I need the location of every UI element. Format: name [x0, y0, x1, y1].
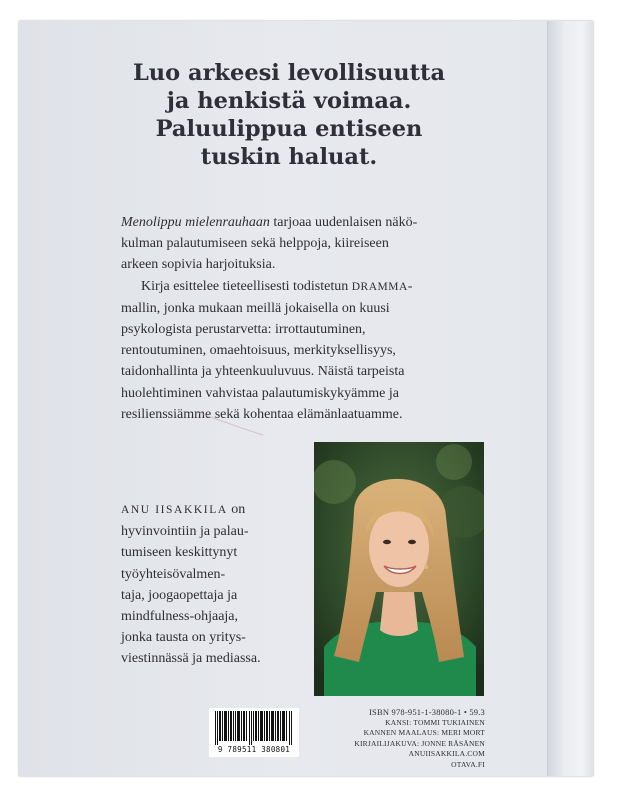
- blurb-line: mallin, jonka mukaan meillä jokaisella on kuusi: [121, 300, 390, 316]
- bio-line: [121, 499, 311, 521]
- book-back-cover: [19, 21, 593, 776]
- publisher-website: OTAVA.FI: [451, 759, 485, 769]
- bio-line: työyhteisövalmen-: [121, 566, 226, 582]
- blurb-text: -: [407, 278, 413, 294]
- bio-line: viestinnässä ja mediassa.: [121, 651, 261, 667]
- bio-text: on: [227, 502, 246, 517]
- bio-line: hyvinvointiin ja palau-: [121, 524, 249, 540]
- credits-block: [299, 707, 485, 771]
- author-bio: [121, 499, 311, 670]
- isbn-text: ISBN 978-951-1-38080-1 • 59.3: [369, 707, 485, 717]
- dramma-model-name: DRAMMA: [351, 280, 408, 293]
- credit-photo: KIRJAILIJAKUVA: JONNE RÄSÄNEN: [354, 738, 485, 748]
- blurb-line: [121, 212, 467, 233]
- blurb-line: psykologista perustarvetta: irrottautuminen,: [121, 322, 366, 338]
- headline: [59, 59, 519, 171]
- author-website: ANUIISAKKILA.COM: [408, 749, 485, 759]
- isbn-barcode: [209, 708, 299, 757]
- bio-line: taja, joogaopettaja ja: [121, 587, 238, 603]
- barcode-bars: [215, 711, 293, 745]
- barcode-digits: 9 789511 380801: [217, 745, 291, 754]
- blurb-line: kulman palautumiseen sekä helppoja, kiireiseen: [121, 236, 389, 252]
- blurb-line: huolehtiminen vahvistaa palautumiskykyämme ja: [121, 385, 399, 401]
- blurb-paragraph-1: [121, 212, 467, 276]
- bio-line: tumiseen keskittynyt: [121, 545, 238, 561]
- spine-fold: [547, 21, 593, 776]
- credit-painting: KANNEN MAALAUS: MERI MORT: [363, 728, 485, 738]
- book-title: Menolippu mielenrauhaan: [121, 215, 270, 230]
- blurb-text: Kirja esittelee tieteellisesti todistetun: [141, 278, 352, 294]
- headline-line: Paluulippua entiseen: [155, 116, 423, 142]
- blurb-paragraph-2: [121, 276, 467, 425]
- blurb-text: tarjoaa uudenlaisen näkö-: [269, 215, 418, 230]
- author-name: ANU IISAKKILA: [121, 504, 228, 516]
- author-photo: [314, 442, 484, 696]
- bio-line: jonka tausta on yritys-: [121, 630, 246, 646]
- description-blurb: [121, 212, 467, 425]
- bio-line: mindfulness-ohjaaja,: [121, 609, 239, 625]
- headline-line: ja henkistä voimaa.: [166, 88, 412, 114]
- blurb-line: arkeen sopivia harjoituksia.: [121, 257, 276, 273]
- blurb-line: taidonhallinta ja yhteenkuuluvuus. Näistä tarpeista: [121, 364, 405, 380]
- blurb-line: resilienssiämme sekä kohentaa elämänlaatuamme.: [121, 406, 403, 422]
- headline-line: Luo arkeesi levollisuutta: [132, 60, 446, 86]
- blurb-line: [121, 276, 467, 298]
- author-portrait-illustration: [314, 442, 484, 696]
- blurb-line: rentoutuminen, omaehtoisuus, merkityksellisyys,: [121, 343, 396, 359]
- headline-line: tuskin haluat.: [200, 144, 378, 170]
- credit-cover: KANSI: TOMMI TUKIAINEN: [385, 717, 485, 727]
